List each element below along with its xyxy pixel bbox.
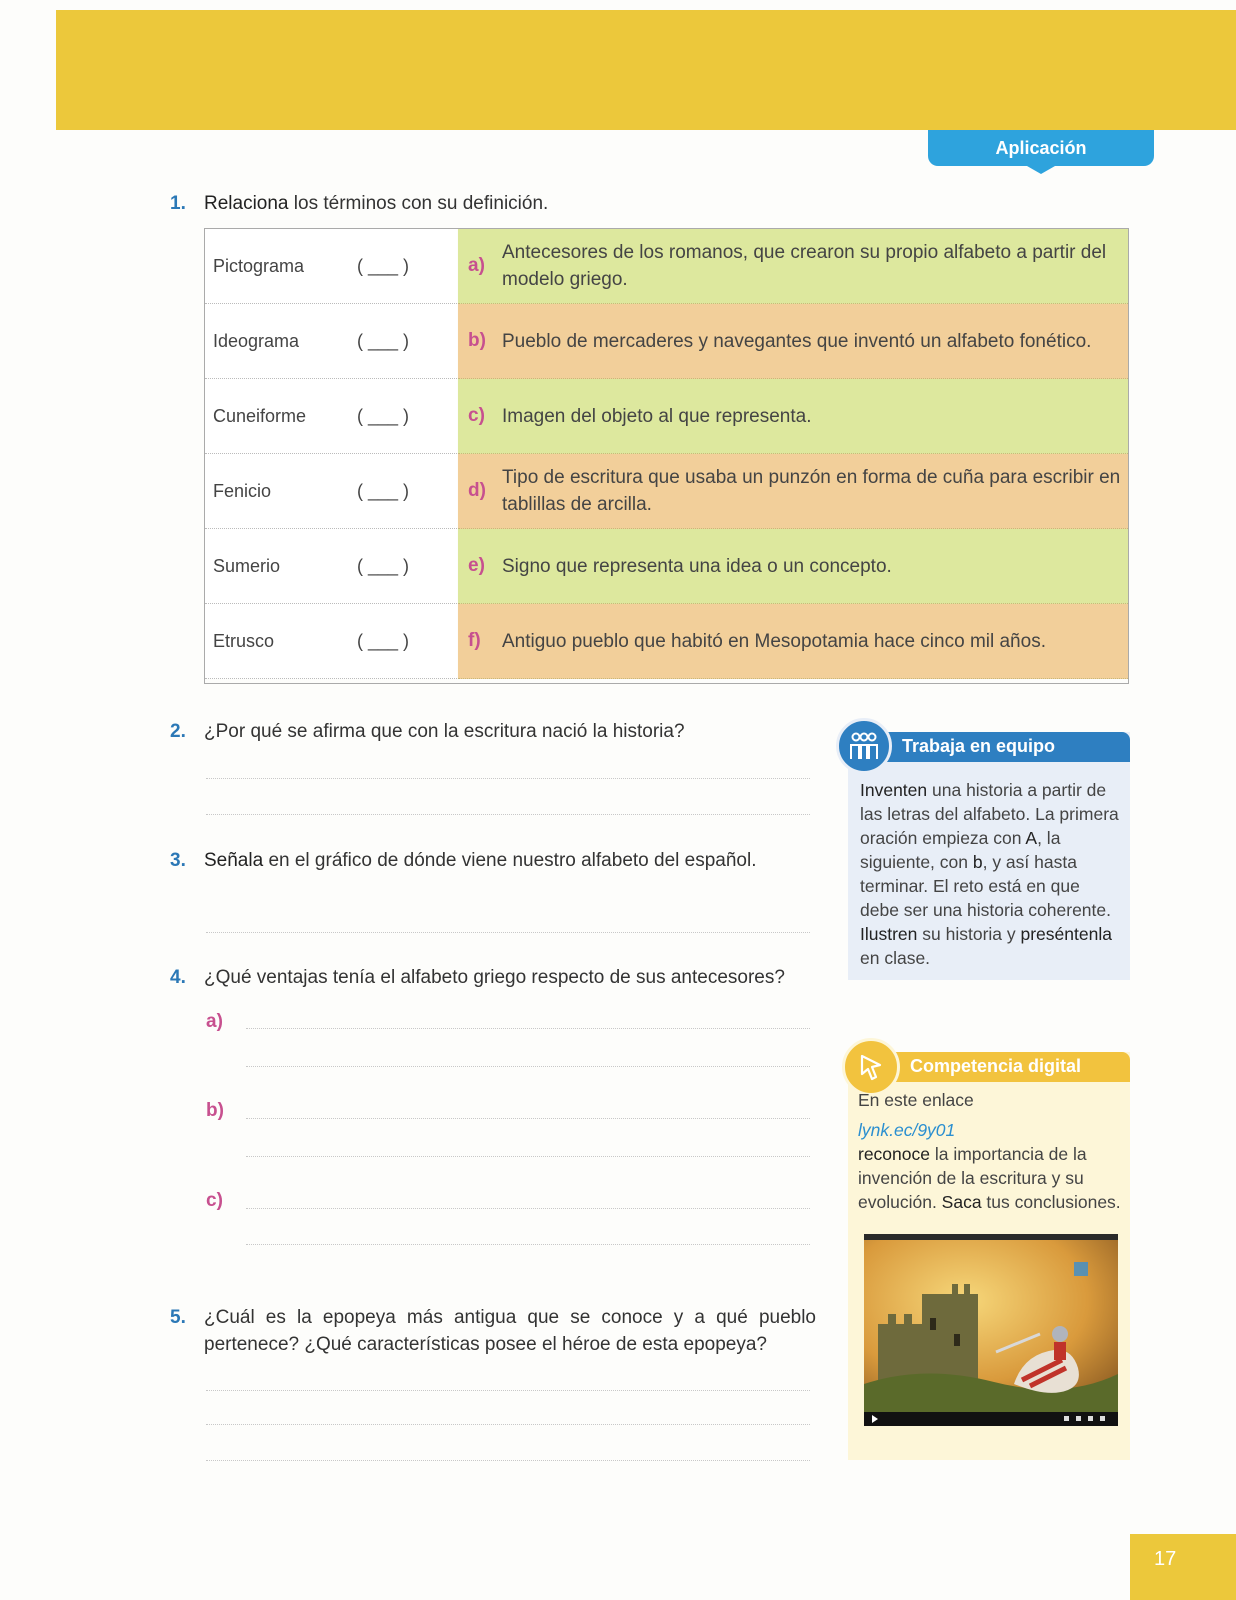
definition-text: Imagen del objeto al que representa. xyxy=(502,405,812,427)
resource-link[interactable]: lynk.ec/9y01 xyxy=(858,1120,956,1140)
question-text: en el gráfico de dónde viene nuestro alfabeto del español. xyxy=(263,850,757,871)
answer-line[interactable] xyxy=(206,932,810,933)
definition-text: Antecesores de los romanos, que crearon su propio alfabeto a partir del modelo griego. xyxy=(502,242,1107,290)
term-cell xyxy=(205,529,457,604)
definition-cell xyxy=(458,454,1128,529)
keyword: preséntenla xyxy=(1020,924,1112,944)
definition-letter: f) xyxy=(468,630,481,651)
question-number: 3. xyxy=(170,850,186,871)
term-name: Pictograma xyxy=(213,256,305,276)
keyword: Ilustren xyxy=(860,924,918,944)
page-number: 17 xyxy=(1130,1534,1236,1600)
table-row xyxy=(205,229,1128,304)
term-name: Fenicio xyxy=(213,481,272,501)
subitem-a: a) xyxy=(206,1011,223,1032)
term-cell xyxy=(205,604,457,679)
table-row xyxy=(205,604,1128,679)
answer-line[interactable] xyxy=(206,1460,810,1461)
subitem-c: c) xyxy=(206,1190,223,1211)
definition-text: Signo que representa una idea o un concepto. xyxy=(502,555,892,577)
definition-text: Pueblo de mercaderes y navegantes que inventó un alfabeto fonético. xyxy=(502,330,1092,352)
question-1 xyxy=(170,190,870,217)
top-color-band xyxy=(56,10,1236,130)
definition-cell xyxy=(458,379,1128,454)
table-row xyxy=(205,454,1128,529)
answer-line[interactable] xyxy=(246,1244,810,1245)
definition-text: Antiguo pueblo que habitó en Mesopotamia hace cinco mil años. xyxy=(502,630,1046,652)
term-cell xyxy=(205,454,457,529)
answer-line[interactable] xyxy=(206,778,810,779)
subitem-b: b) xyxy=(206,1100,224,1121)
answer-line[interactable] xyxy=(206,1424,810,1425)
answer-blank[interactable]: ( ___ ) xyxy=(357,406,410,426)
definition-cell xyxy=(458,604,1128,679)
term-name: Sumerio xyxy=(213,556,281,576)
definition-cell xyxy=(458,304,1128,379)
answer-line[interactable] xyxy=(246,1118,810,1119)
definition-letter: d) xyxy=(468,480,486,501)
castle-knight-illustration xyxy=(864,1234,1118,1426)
definition-cell xyxy=(458,529,1128,604)
instruction-keyword: Señala xyxy=(204,850,264,871)
question-text: ¿Cuál es la epopeya más antigua que se conoce y a qué pueblo pertenece? ¿Qué características posee el héroe de esta epopeya? xyxy=(204,1307,816,1355)
answer-line[interactable] xyxy=(246,1156,810,1157)
definition-letter: a) xyxy=(468,255,485,276)
question-2 xyxy=(170,718,810,745)
definition-letter: b) xyxy=(468,330,486,351)
table-row xyxy=(205,529,1128,604)
term-cell xyxy=(205,304,457,379)
table-row xyxy=(205,304,1128,379)
keyword: Saca xyxy=(941,1192,982,1212)
teamwork-text: Inventen una historia a partir de las letras del alfabeto. La primera oración empieza con A, la siguiente, con b, y así hasta terminar. El reto está en que debe ser una historia coherente. Ilustren su historia y preséntenla en clase. xyxy=(860,780,1119,968)
term-cell xyxy=(205,229,457,304)
question-4 xyxy=(170,964,810,991)
question-text: los términos con su definición. xyxy=(288,193,549,214)
answer-line[interactable] xyxy=(206,814,810,815)
question-text: ¿Por qué se afirma que con la escritura nació la historia? xyxy=(204,721,685,742)
answer-blank[interactable]: ( ___ ) xyxy=(357,256,410,276)
definition-text: Tipo de escritura que usaba un punzón en forma de cuña para escribir en tablillas de arcilla. xyxy=(502,467,1121,515)
question-number: 4. xyxy=(170,967,186,988)
definition-cell xyxy=(458,229,1128,304)
term-name: Cuneiforme xyxy=(213,406,307,426)
digital-title: Competencia digital xyxy=(910,1056,1082,1076)
definition-letter: e) xyxy=(468,555,485,576)
answer-blank[interactable]: ( ___ ) xyxy=(357,481,410,501)
digital-text: En este enlace lynk.ec/9y01 reconoce la importancia de la invención de la escritura y su evolución. Saca tus conclusiones. xyxy=(858,1088,1124,1214)
keyword: reconoce xyxy=(858,1144,930,1164)
matching-table xyxy=(204,228,1129,684)
question-number: 1. xyxy=(170,193,186,214)
answer-line[interactable] xyxy=(246,1028,810,1029)
question-5 xyxy=(170,1304,816,1358)
question-text: ¿Qué ventajas tenía el alfabeto griego respecto de sus antecesores? xyxy=(204,967,785,988)
answer-line[interactable] xyxy=(246,1208,810,1209)
term-name: Ideograma xyxy=(213,331,300,351)
teamwork-title: Trabaja en equipo xyxy=(902,736,1056,756)
question-3 xyxy=(170,847,810,874)
table-row xyxy=(205,379,1128,454)
term-name: Etrusco xyxy=(213,631,275,651)
digital-intro: En este enlace xyxy=(858,1090,974,1110)
answer-line[interactable] xyxy=(246,1066,810,1067)
question-number: 5. xyxy=(170,1307,186,1328)
section-tag: Aplicación xyxy=(928,130,1154,166)
answer-line[interactable] xyxy=(206,1390,810,1391)
answer-blank[interactable]: ( ___ ) xyxy=(357,331,410,351)
instruction-keyword: Relaciona xyxy=(204,193,289,214)
definition-letter: c) xyxy=(468,405,485,426)
video-thumbnail[interactable] xyxy=(864,1234,1118,1426)
answer-blank[interactable]: ( ___ ) xyxy=(357,556,410,576)
answer-blank[interactable]: ( ___ ) xyxy=(357,631,410,651)
question-number: 2. xyxy=(170,721,186,742)
team-people-icon xyxy=(836,718,892,774)
keyword: Inventen xyxy=(860,780,928,800)
term-cell xyxy=(205,379,457,454)
